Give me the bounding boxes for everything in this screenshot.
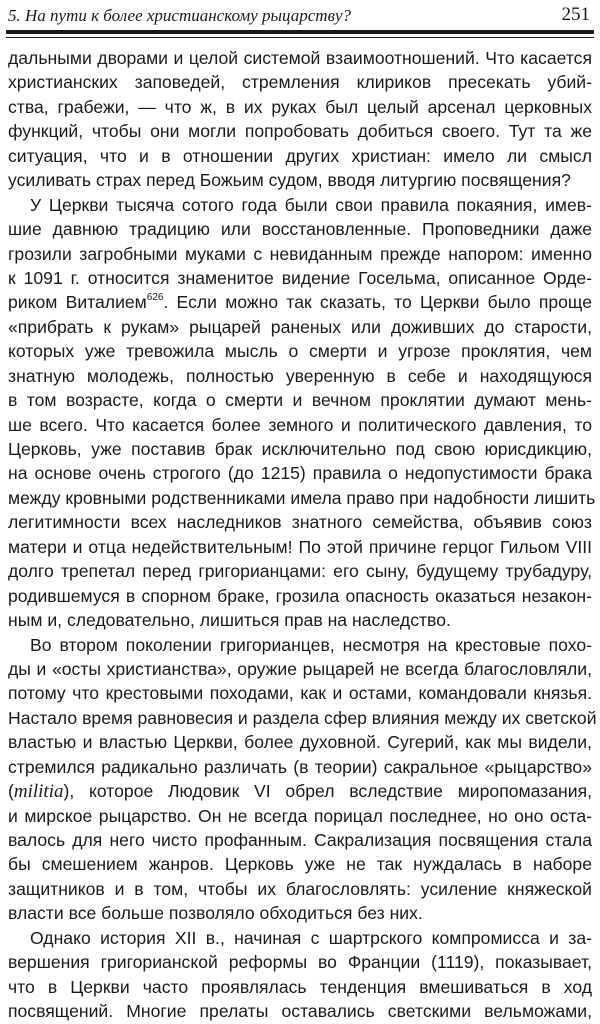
text-line: и мирское рыцарство. Он не всегда порицал последнее, но оно оста-: [8, 805, 592, 826]
text-line: [8, 290, 592, 314]
text-line: ным и, следовательно, лишиться прав на наследство.: [8, 610, 451, 631]
text-line: знатную молодежь, полностью уверенную в себе и находящуюся: [8, 365, 592, 386]
text-line: ше всего. Что касается более земного и политического давления, то: [8, 414, 592, 435]
text-segment: (: [8, 781, 14, 802]
text-line: посвящений. Многие прелаты оставались светскими вельможами,: [8, 1001, 592, 1022]
text-line: Церковь, уже поставив брак исключительно под свою юрисдикцию,: [8, 439, 592, 459]
text-line: на основе очень строгого (до 1215) правила о недопустимости брака: [8, 463, 592, 484]
paragraph: [8, 926, 592, 1024]
text-line: грозили загробными муками с невиданным прежде напором: именно: [8, 243, 592, 264]
text-line: к 1091 г. относится знаменитое видение Госельма, описанное Орде-: [8, 267, 592, 288]
paragraph: [8, 633, 597, 926]
text-line: бы смешением жанров. Церковь уже не так нуждалась в наборе: [8, 854, 592, 875]
text-line: дальными дворами и целой системой взаимоотношений. Что касается: [8, 48, 592, 68]
paragraph: [8, 193, 596, 633]
text-line: Во втором поколении григорианцев, несмотря на крестовые похо-: [30, 634, 592, 655]
text-line: что в Церкви часто проявлялась тенденция вмешиваться в ход: [8, 976, 592, 997]
text-line: усиливать страх перед Божьим судом, вводя литургию посвящения?: [8, 170, 571, 191]
text-line: долго трепетал перед григорианцами: его сыну, будущему трубадуру,: [8, 561, 592, 582]
text-line: У Церкви тысяча сотого года были свои правила покаяния, имев-: [30, 194, 592, 215]
text-line: функций, чтобы они могли попробовать добиться своего. Тут та же: [8, 121, 592, 142]
header-rule-thin: [6, 37, 594, 38]
paragraph: [8, 46, 592, 193]
text-line: христианских заповедей, стремления клириков пресекать убий-: [8, 72, 592, 93]
text-line: родившемуся в спорном браке, грозила опасность оказаться незакон-: [8, 585, 592, 606]
body-text: [8, 46, 597, 1024]
text-line: [8, 779, 592, 803]
text-segment: ), которое Людовик VI обрел вследствие миропомазания,: [63, 781, 592, 802]
text-line: матери и отца недействительным! По этой причине герцог Гильом VIII: [8, 536, 592, 557]
text-line: «прибрать к рукам» рыцарей раненых или доживших до старости,: [8, 316, 592, 337]
italic-term: militia: [13, 781, 64, 803]
text-line: в том возрасте, когда о смерти и вечном проклятии думают мень-: [8, 390, 592, 411]
text-line: ства, грабежи, — что ж, в их руках был целый арсенал церковных: [8, 96, 592, 117]
footnote-ref: 626: [146, 292, 164, 304]
text-line: которых уже тревожила мысль о смерти и угрозе проклятия, чем: [8, 341, 592, 362]
text-line: Настало время равновесия и раздела сфер влияния между их светской: [8, 707, 597, 728]
text-line: вершения григорианской реформы во Франции (1119), показывает,: [8, 952, 592, 973]
running-header: [8, 4, 592, 28]
page-number: 251: [561, 4, 590, 25]
text-line: защитников и в том, чтобы их благословлять: усиление княжеской: [8, 878, 592, 899]
text-segment: . Если можно так сказать, то Церкви было проще: [163, 292, 592, 313]
text-line: власти все больше позволяло обходиться без них.: [8, 903, 423, 924]
text-line: Однако история XII в., начиная с шартрского компромисса и за-: [30, 927, 592, 948]
text-line: шие давнюю традицию или восстановленные. Проповедники даже: [8, 219, 592, 240]
header-rule-thick: [6, 30, 594, 34]
text-line: легитимности всех наследников знатного семейства, объявив союз: [8, 512, 592, 533]
chapter-title: 5. На пути к более христианскому рыцарству?: [8, 6, 351, 25]
text-line: властью и властью Церкви, более духовной. Сугерий, как мы видели,: [8, 732, 592, 753]
text-line: стремился радикально различать (в теории) сакральное «рыцарство»: [8, 756, 592, 777]
text-line: валось для него чисто профанным. Сакрализация посвящения стала: [8, 830, 592, 850]
text-line: потому что крестовыми походами, как и остами, командовали князья.: [8, 683, 592, 704]
text-segment: риком Виталием: [8, 292, 147, 313]
text-line: между кровными родственниками имела право при надобности лишить: [8, 487, 596, 508]
text-line: ситуация, что и в отношении других христиан: имело ли смысл: [8, 145, 592, 166]
text-line: ды и «осты христианства», оружие рыцарей не всегда благословляли,: [8, 658, 592, 679]
